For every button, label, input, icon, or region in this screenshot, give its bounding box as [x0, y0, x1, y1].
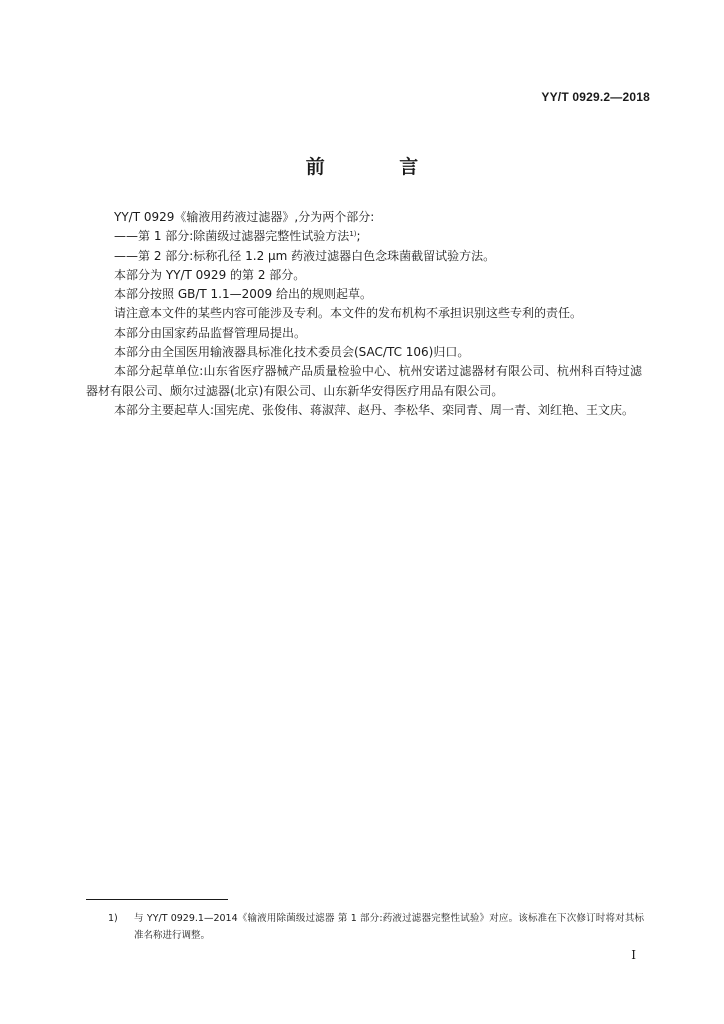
paragraph-proposer: 本部分由国家药品监督管理局提出。	[114, 325, 307, 340]
footnote-mark: 1)	[108, 913, 118, 924]
page-title: 前 言	[305, 156, 453, 178]
standard-code: YY/T 0929.2—2018	[541, 90, 650, 104]
footnote-text: 与 YY/T 0929.1—2014《输液用除菌级过滤器 第 1 部分:药液过滤器完整性试验》对应。该标准在下次修订时将对其标准名称进行调整。	[134, 913, 644, 941]
paragraph-drafting-rules: 本部分按照 GB/T 1.1—2009 给出的规则起草。	[114, 287, 372, 302]
paragraph-drafters: 本部分主要起草人:国宪虎、张俊伟、蒋淑萍、赵丹、李松华、栾同青、周一青、刘红艳、王文庆。	[114, 402, 635, 417]
paragraph-part-2: ——第 2 部分:标称孔径 1.2 μm 药液过滤器白色念珠菌截留试验方法。	[114, 248, 496, 263]
part-1-suffix: ;	[356, 229, 361, 244]
foreword-body	[86, 208, 642, 420]
footnote-reference[interactable]: 1)	[349, 230, 357, 239]
footnote-divider	[86, 899, 228, 900]
part-1-text: ——第 1 部分:除菌级过滤器完整性试验方法	[114, 229, 350, 244]
paragraph-part-statement: 本部分为 YY/T 0929 的第 2 部分。	[114, 267, 306, 282]
paragraph-part-1	[86, 227, 642, 246]
paragraph-patent-notice: 请注意本文件的某些内容可能涉及专利。本文件的发布机构不承担识别这些专利的责任。	[114, 306, 583, 321]
paragraph-drafting-units: 本部分起草单位:山东省医疗器械产品质量检验中心、杭州安诺过滤器材有限公司、杭州科百特过滤器材有限公司、颇尔过滤器(北京)有限公司、山东新华安得医疗用品有限公司。	[86, 364, 642, 398]
paragraph-intro: YY/T 0929《输液用药液过滤器》,分为两个部分:	[114, 210, 375, 224]
paragraph-committee: 本部分由全国医用输液器具标准化技术委员会(SAC/TC 106)归口。	[114, 345, 470, 360]
footnote	[108, 910, 644, 944]
page-number: I	[631, 948, 636, 962]
